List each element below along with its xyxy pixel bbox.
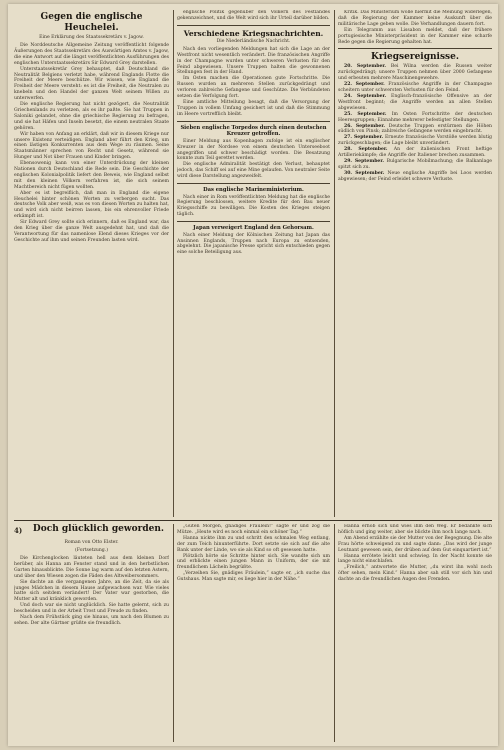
event-text: Bulgarische Mobilmachung; die Balkanlage spitzt sich zu.	[338, 158, 492, 170]
event-entry	[338, 124, 492, 136]
paragraph: Am Abend erzählte sie der Mutter von der Begegnung. Die alte Frau hörte schweigend zu und sagte dann: „Das wird der junge Leutnant gewesen sein, der drüben auf dem Gut einquartiert ist.“	[338, 535, 492, 553]
event-text: Englisch-französische Offensive an der Westfront beginnt; die Angriffe werden an allen Stellen abgewiesen.	[338, 93, 492, 111]
article-subtitle: Die Niederländische Nachricht.	[216, 38, 291, 44]
story-part-number: 4)	[14, 526, 23, 535]
article-title-torpedos: Sieben englische Torpedos durch einen deutschen Kreuzer getroffen.	[180, 124, 327, 138]
section-divider	[14, 520, 492, 521]
paragraph: Nach dem Frühstück ging sie hinaus, um nach den Blumen zu sehen. Der alte Gärtner grüßte sie freundlich.	[14, 615, 169, 626]
paragraph: Ebensowenig kann von einer Unterdrückung der kleinen Nationen durch Deutschland die Rede sein. Die Geschichte der englischen Kolonialpolitik liefert den Beweis, wie England selbst mit den kleinen Völkern verfahren ist, die sich seinem Machtbereich nicht fügen wollten.	[14, 161, 169, 190]
event-text: Bei Wilna werden die Russen weiter zurückgedrängt; unsere Truppen nehmen über 2000 Gefangene und erbeuten mehrere Maschinengewehre.	[338, 64, 492, 82]
column-divider	[334, 524, 335, 742]
event-date: 29. September.	[344, 158, 384, 164]
divider	[338, 48, 492, 49]
paragraph: Sir Edward Grey sollte sich erinnern, daß es England war, das den Krieg über die ganze Welt ausgedehnt hat, und daß die Verantwortung für das namenlose Elend dieses Krieges vor der Geschichte auf ihm und seinen Freunden lasten wird.	[14, 220, 169, 243]
event-text: Im Osten Fortschritte der deutschen Heeresgruppen; Einnahme mehrerer befestigter Stellungen.	[338, 111, 492, 123]
event-entry	[338, 82, 492, 94]
event-date: 24. September.	[344, 93, 387, 99]
divider	[177, 221, 330, 222]
article-title-heuchelei: Gegen die englische Heuchelei.	[40, 12, 143, 33]
paragraph: Die englische Admiralität bestätigt den Verlust, behauptet jedoch, das Schiff sei auf eine Mine gelaufen. Von neutraler Seite wird diese Darstellung angezweifelt.	[177, 162, 330, 180]
event-date: 20. September.	[344, 64, 387, 70]
event-date: 22. September.	[344, 82, 385, 88]
article-subtitle-heuchelei: Eine Erklärung des Staatssekretärs v. Jagow.	[39, 35, 144, 40]
paragraph: Nach einer Meldung der Kölnischen Zeitung hat Japan das Ansinnen Englands, Truppen nach Europa zu entsenden, abgelehnt. Die japanische Presse spricht sich entschieden gegen eine solche Beteiligung aus.	[177, 232, 330, 256]
paragraph: „Guten Morgen, gnädiges Fräulein!“ sagte er und zog die Mütze. „Heute wird es noch einmal ein schöner Tag.“	[177, 524, 330, 535]
event-entry	[338, 147, 492, 159]
paragraph: Plötzlich hörte sie Schritte hinter sich. Sie wandte sich um und erblickte einen jungen Mann in Uniform, der sie mit freundlichem Lächeln begrüßte.	[177, 553, 330, 571]
column-1	[14, 10, 169, 517]
paragraph: Kritik. Das Ministerium wolle hiermit die Meinung widerlegen, daß die Regierung der Kammer keine Auskunft über die militärische Lage geben wolle. Die Verhandlungen dauern fort.	[338, 10, 492, 27]
column-divider	[173, 10, 174, 517]
event-entry	[338, 171, 492, 183]
story-title: Doch glücklich geworden.	[32, 524, 165, 534]
paragraph: Hanna erhob sich und wies ihm den Weg. Er bedankte sich höflich und ging weiter, aber sie blickte ihm noch lange nach.	[338, 524, 492, 535]
paragraph: Einer Meldung aus Kopenhagen zufolge ist ein englischer Kreuzer in der Nordsee von einem deutschen Unterseeboot angegriffen und schwer beschädigt worden. Die Besatzung konnte zum Teil gerettet werden.	[177, 138, 330, 162]
event-text: An der italienischen Front heftige Artilleriekämpfe; die Angriffe der Italiener brechen zusammen.	[338, 147, 492, 159]
divider	[177, 25, 330, 26]
story-column-3	[338, 524, 492, 742]
article-title-kriegsnachrichten: Verschiedene Kriegsnachrichten.	[183, 28, 324, 38]
event-text: Neue englische Angriffe bei Loos werden abgewiesen; der Feind erleidet schwere Verluste.	[338, 170, 492, 182]
paragraph: Eine amtliche Mitteilung besagt, daß die Versorgung der Truppen in vollem Umfang gesichert ist und daß die Stimmung im Heere vortrefflich bleibt.	[177, 99, 330, 117]
event-entry	[338, 112, 492, 124]
paragraph: Unterstaatssekretär Grey behauptet, daß Deutschland die Neutralität Belgiens verletzt habe, während Englands Flotte die Freiheit der Meere beschütze. Wir wissen, wie England die Freiheit der Meere versteht: es ist die Freiheit, die Neutralen zu knebeln und den Handel der ganzen Welt seinem Willen zu unterwerfen.	[14, 66, 169, 102]
column-divider	[334, 10, 335, 517]
paragraph: Und doch war sie nicht unglücklich. Sie hatte gelernt, sich zu bescheiden und in der Arbeit Trost und Freude zu finden.	[14, 603, 169, 615]
paragraph: „Freilich,“ antwortete die Mutter, „du wirst ihn wohl noch öfter sehen, mein Kind.“ Hanna aber sah still vor sich hin und dachte an die freundlichen Augen des Fremden.	[338, 565, 492, 583]
event-entry	[338, 135, 492, 147]
paragraph: Wir haben von Anfang an erklärt, daß wir in diesem Kriege nur unsere Existenz verteidigen. England aber führt den Krieg, um einen lästigen Konkurrenten aus dem Wege zu räumen. Seine Staatsmänner sprechen von Recht und Gesetz, während sie Hunger und Not über Frauen und Kinder bringen.	[14, 131, 169, 161]
event-entry	[338, 159, 492, 171]
event-date: 30. September.	[344, 170, 385, 176]
newspaper-page	[8, 4, 498, 746]
story-header	[14, 524, 169, 540]
event-list	[338, 64, 492, 182]
article-title-japan: Japan verweigert England den Gehorsam.	[193, 225, 314, 232]
story-note: (Fortsetzung.)	[75, 548, 108, 553]
paragraph: Nach einer in Rom veröffentlichten Meldung hat die englische Regierung beschlossen, weitere Kredite für den Bau neuer Kriegsschiffe zu bewilligen. Die Kosten des Krieges steigen täglich.	[177, 194, 330, 218]
column-2	[177, 10, 330, 517]
event-entry	[338, 64, 492, 82]
story-column-1	[14, 524, 169, 742]
article-body-heuchelei	[14, 43, 169, 244]
divider	[177, 183, 330, 184]
paragraph: Im Osten machen die Operationen gute Fortschritte. Die Russen wurden an mehreren Stellen zurückgedrängt und verloren zahlreiche Gefangene und Geschütze. Die Verbündeten setzen die Verfolgung fort.	[177, 76, 330, 100]
paragraph: Sie dachte an die vergangenen Jahre, an die Zeit, da sie als junges Mädchen in diesem Hause aufgewachsen war. Wie vieles hatte sich seitdem verändert! Der Vater war gestorben, die Mutter alt und kränklich geworden.	[14, 579, 169, 603]
event-entry	[338, 94, 492, 112]
story-byline: Roman von Otto Elster.	[64, 540, 119, 545]
article-title-kriegsereignisse: Kriegsereignisse.	[371, 52, 459, 63]
paragraph: Nach den vorliegenden Meldungen hat sich die Lage an der Westfront nicht wesentlich verändert. Die französischen Angriffe in der Champagne wurden unter schweren Verlusten für den Feind abgewiesen. Unsere Truppen halten die gewonnenen Stellungen fest in der Hand.	[177, 46, 330, 76]
paragraph: Die Kirchenglocken läuteten hell aus dem kleinen Dorf herüber, als Hanna am Fenster stand und in den herbstlichen Garten hinausblickte. Die Sonne lag warm auf den letzten Astern, und über den Wiesen zogen die Fäden des Altweibersommers.	[14, 556, 169, 579]
article-title-marine: Das englische Marineministerium.	[203, 187, 304, 194]
paragraph: Hanna errötete leicht und schwieg. In der Nacht konnte sie lange nicht einschlafen.	[338, 553, 492, 565]
story-column-2	[177, 524, 330, 742]
event-text: Französische Angriffe in der Champagne scheitern unter schwersten Verlusten für den Feind.	[338, 82, 492, 94]
paragraph: Die Norddeutsche Allgemeine Zeitung veröffentlicht folgende Äußerungen des Staatssekretärs des Auswärtigen Amtes v. Jagow, die eine Antwort auf die längst veröffentlichten Ausführungen des englischen Unterstaatssekretärs Sir Edward Grey darstellen.	[14, 43, 169, 66]
paragraph: Aber es ist begreiflich, daß man in England die eigene Heuchelei hinter schönen Worten zu verbergen sucht. Das deutsche Volk aber weiß, was es von diesen Worten zu halten hat, und wird sich nicht beirren lassen, bis ein ehrenvoller Friede erkämpft ist.	[14, 190, 169, 220]
column-divider	[173, 524, 174, 742]
divider	[177, 121, 330, 122]
column-3	[338, 10, 492, 517]
event-text: Deutsche Truppen erstürmen die Höhen südlich von Pinsk; zahlreiche Gefangene werden eingebracht.	[338, 123, 492, 135]
paragraph: „Verzeihen Sie, gnädiges Fräulein,“ sagte er, „ich suche das Gutshaus. Man sagte mir, es liege hier in der Nähe.“	[177, 571, 330, 583]
event-text: Erneute französische Vorstöße werden blutig zurückgeschlagen; die Lage bleibt unverändert.	[338, 135, 492, 147]
event-date: 25. September.	[344, 111, 387, 117]
paragraph: Die englische Regierung hat nicht gezögert, die Neutralität Griechenlands zu verletzen, als es ihr paßte. Sie hat Truppen in Saloniki gelandet, ohne die griechische Regierung zu befragen, und sie hat Häfen und Inseln besetzt, die einem neutralen Staate gehören.	[14, 102, 169, 131]
event-date: 26. September.	[344, 123, 385, 129]
paragraph: englische Politik gegenüber den Völkern des Festlandes gekennzeichnet, und die Welt wird sich ihr Urteil darüber bilden.	[177, 10, 330, 21]
event-date: 27. September.	[344, 135, 384, 141]
event-date: 28. September.	[344, 147, 388, 153]
paragraph: Ein Telegramm aus Lissabon meldet, daß der frühere portugiesische Ministerpräsident in der Kammer eine scharfe Rede gegen die Regierung gehalten hat.	[338, 27, 492, 45]
paragraph: Hanna nickte ihm zu und schritt den schmalen Weg entlang, der zum Teich hinunterführte. Dort setzte sie sich auf die alte Bank unter der Linde, wo sie als Kind so oft gesessen hatte.	[177, 535, 330, 553]
